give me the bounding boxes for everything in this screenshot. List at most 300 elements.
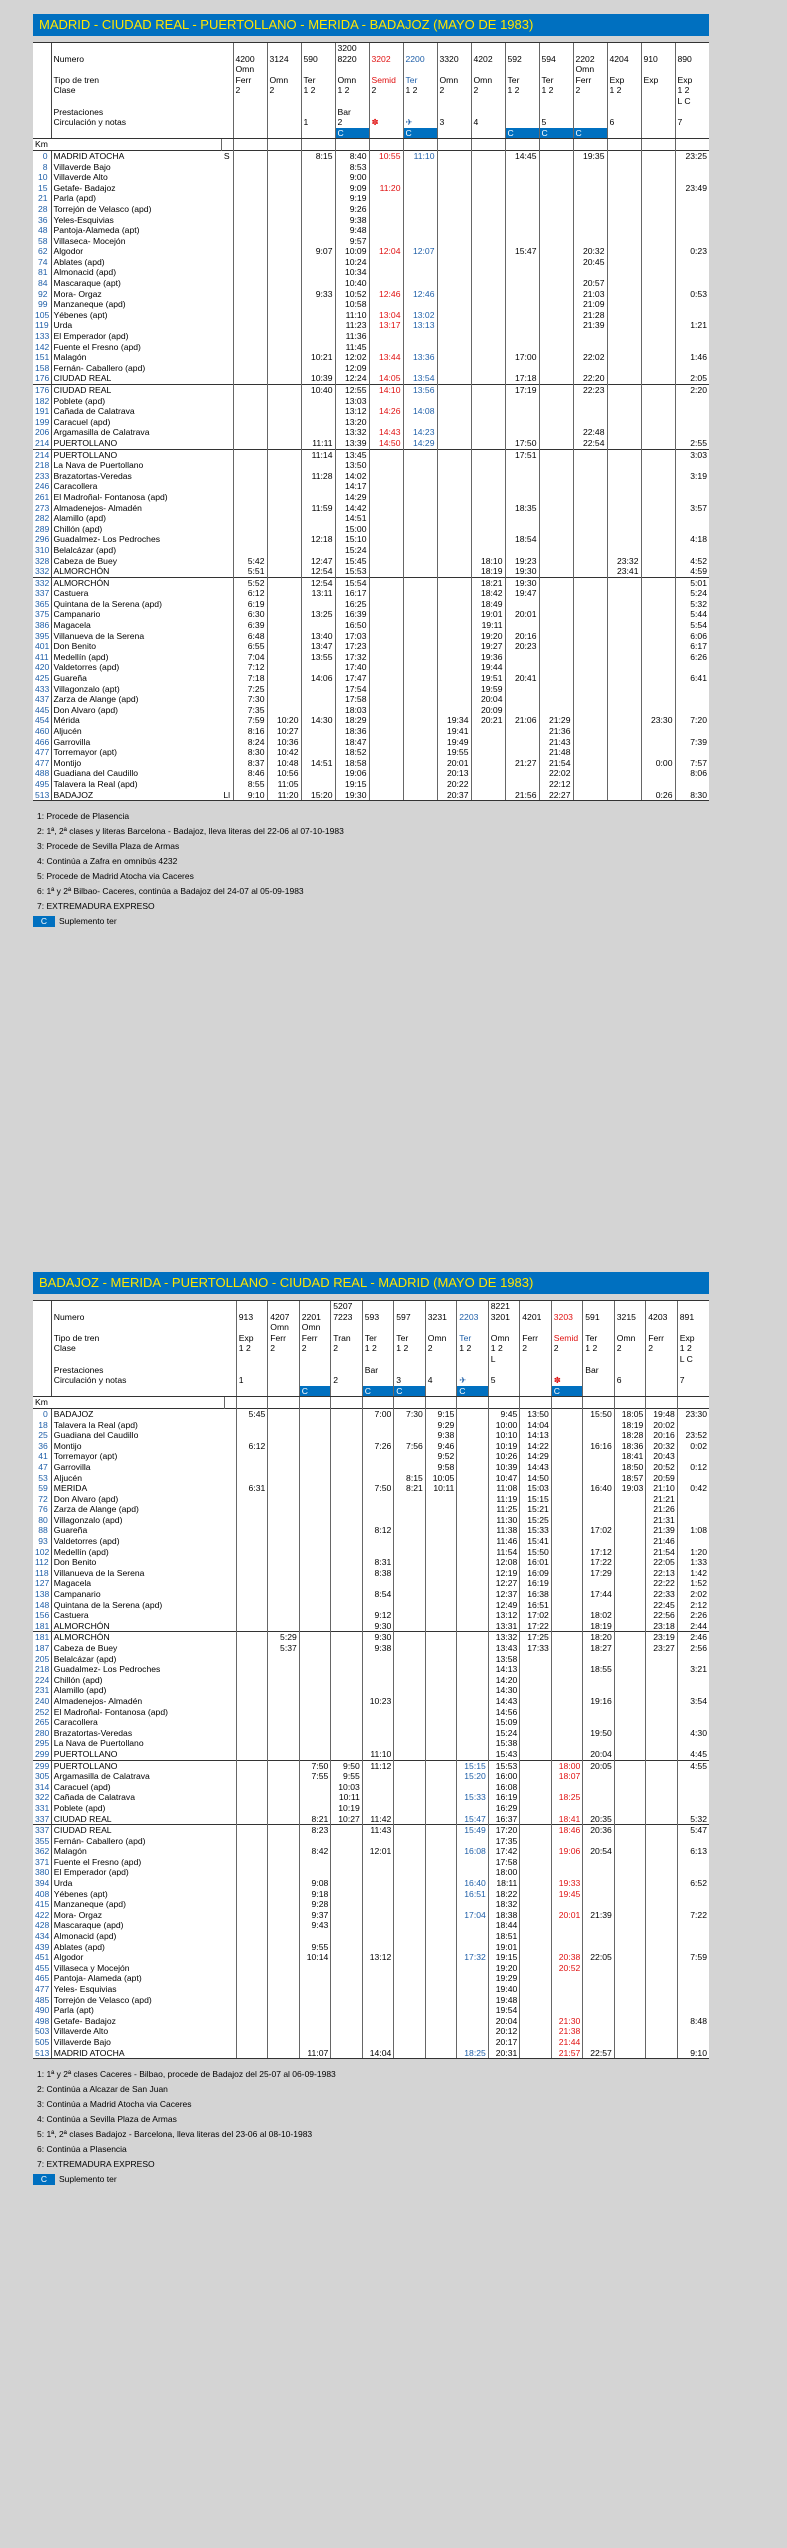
time-cell: [641, 246, 675, 257]
time-cell: [471, 492, 505, 503]
time-cell: [236, 1782, 268, 1793]
time-cell: 8:40: [335, 150, 369, 161]
time-cell: [573, 503, 607, 514]
time-cell: [437, 278, 471, 289]
station-flag: [224, 1462, 236, 1473]
time-cell: 11:42: [362, 1814, 394, 1825]
time-cell: [403, 342, 437, 353]
time-cell: 7:22: [677, 1910, 709, 1921]
time-cell: [233, 310, 267, 321]
time-cell: [403, 556, 437, 567]
spacer: [224, 1375, 236, 1386]
time-cell: 4:45: [677, 1749, 709, 1760]
time-cell: [551, 1515, 583, 1526]
time-cell: [607, 246, 641, 257]
train-num: 3215: [614, 1312, 646, 1323]
time-cell: [471, 790, 505, 801]
km-value: 289: [35, 523, 50, 534]
train-tipo: [488, 1322, 520, 1333]
time-cell: 10:19: [331, 1803, 363, 1814]
table-row: [33, 406, 709, 417]
time-cell: [551, 1568, 583, 1579]
time-cell: [646, 1889, 678, 1900]
station-name: CIUDAD REAL: [51, 1814, 224, 1825]
time-cell: [471, 438, 505, 449]
time-cell: [471, 236, 505, 247]
time-cell: [607, 726, 641, 737]
time-cell: [646, 1675, 678, 1686]
time-cell: [299, 1728, 331, 1739]
time-cell: [573, 172, 607, 183]
time-cell: 17:32: [457, 1952, 489, 1963]
time-cell: [425, 1952, 457, 1963]
train-circ: ✽: [551, 1375, 583, 1386]
time-cell: [539, 225, 573, 236]
train-circ: ✽: [369, 117, 403, 128]
station-flag: [224, 1515, 236, 1526]
time-cell: [677, 1654, 709, 1665]
train-prest: [267, 107, 301, 118]
time-cell: [505, 204, 539, 215]
km-value: 314: [35, 1781, 50, 1792]
time-cell: [607, 162, 641, 173]
time-cell: 6:26: [675, 652, 709, 663]
time-cell: [233, 503, 267, 514]
time-cell: [267, 162, 301, 173]
station-flag: [224, 1728, 236, 1739]
train-top: [505, 43, 539, 54]
table-row: [33, 1707, 709, 1718]
time-cell: 15:25: [520, 1515, 552, 1526]
time-cell: 20:01: [505, 609, 539, 620]
time-cell: [520, 1707, 552, 1718]
time-cell: 19:23: [505, 556, 539, 567]
train-prest: Bar: [583, 1365, 615, 1376]
time-cell: 18:50: [614, 1462, 646, 1473]
time-cell: 23:18: [646, 1621, 678, 1632]
train-prest: Bar: [335, 107, 369, 118]
time-cell: 9:19: [335, 193, 369, 204]
time-cell: 19:48: [488, 1995, 520, 2006]
time-cell: [236, 1621, 268, 1632]
time-cell: [437, 460, 471, 471]
time-cell: [457, 1610, 489, 1621]
time-cell: 17:47: [335, 673, 369, 684]
km-value: 454: [35, 715, 50, 726]
table-row: [33, 1963, 709, 1974]
time-cell: [573, 524, 607, 535]
time-cell: [394, 1536, 426, 1547]
time-cell: [267, 449, 301, 460]
station-name: MADRID ATOCHA: [51, 2048, 224, 2059]
time-cell: [471, 320, 505, 331]
table-row: [33, 1952, 709, 1963]
time-cell: [369, 705, 403, 716]
time-cell: [268, 1525, 300, 1536]
train-num: 2200: [403, 54, 437, 65]
train-clase2: [641, 96, 675, 107]
time-cell: 3:19: [675, 471, 709, 482]
train-tipo2: Ter: [362, 1333, 394, 1344]
time-cell: [607, 342, 641, 353]
time-cell: [457, 1494, 489, 1505]
station-flag: [221, 417, 233, 428]
time-cell: [471, 172, 505, 183]
time-cell: [403, 183, 437, 194]
time-cell: [403, 631, 437, 642]
train-tipo: [267, 64, 301, 75]
time-cell: [641, 609, 675, 620]
train-tipo2: Ferr: [268, 1333, 300, 1344]
time-cell: [233, 267, 267, 278]
train-clase: 2: [267, 85, 301, 96]
time-cell: [539, 289, 573, 300]
train-prest: [505, 107, 539, 118]
table-row: [33, 278, 709, 289]
km-value: 156: [35, 1610, 50, 1621]
time-cell: [607, 779, 641, 790]
time-cell: [394, 1920, 426, 1931]
time-cell: 20:09: [471, 705, 505, 716]
time-cell: [331, 1728, 363, 1739]
station-flag: [224, 1610, 236, 1621]
time-cell: [369, 225, 403, 236]
time-cell: [607, 481, 641, 492]
row-label: [51, 1386, 224, 1397]
train-tipo: [335, 64, 369, 75]
time-cell: [403, 779, 437, 790]
station-flag: [221, 694, 233, 705]
station-flag: [224, 1643, 236, 1654]
time-cell: 21:43: [539, 737, 573, 748]
time-cell: [299, 1867, 331, 1878]
time-cell: [675, 779, 709, 790]
time-cell: [614, 1889, 646, 1900]
time-cell: [403, 513, 437, 524]
station-flag: [221, 758, 233, 769]
spacer: [224, 1312, 236, 1323]
time-cell: [236, 1792, 268, 1803]
time-cell: [403, 737, 437, 748]
km-value: 337: [35, 1825, 50, 1836]
train-tipo2: Ter: [539, 75, 573, 86]
time-cell: [457, 1707, 489, 1718]
note-item: 5: 1ª, 2ª clases Badajoz - Barcelona, lleva literas del 23-06 al 08-10-1983: [37, 2129, 313, 2140]
time-cell: [607, 267, 641, 278]
time-cell: [457, 1920, 489, 1931]
time-cell: 0:02: [677, 1441, 709, 1452]
spacer: [33, 75, 51, 86]
time-cell: [394, 1889, 426, 1900]
time-cell: 21:46: [646, 1536, 678, 1547]
time-cell: 14:29: [520, 1451, 552, 1462]
time-cell: 9:07: [301, 246, 335, 257]
time-cell: [331, 1462, 363, 1473]
time-cell: 20:52: [551, 1963, 583, 1974]
km-value: 295: [35, 1738, 50, 1749]
time-cell: [236, 1836, 268, 1847]
table-row: [33, 1920, 709, 1931]
time-cell: [677, 1984, 709, 1995]
table-row: [33, 1589, 709, 1600]
note-item: 6: 1ª y 2ª Bilbao- Caceres, continúa a Badajoz del 24-07 al 05-09-1983: [37, 886, 304, 897]
time-cell: [267, 438, 301, 449]
table-row: [33, 1942, 709, 1953]
train-tipo: Omn: [268, 1322, 300, 1333]
time-cell: 1:08: [677, 1525, 709, 1536]
time-cell: [394, 1515, 426, 1526]
time-cell: [614, 1632, 646, 1643]
time-cell: [267, 694, 301, 705]
time-cell: [641, 471, 675, 482]
time-cell: [437, 588, 471, 599]
time-cell: [614, 1728, 646, 1739]
time-cell: 17:54: [335, 684, 369, 695]
time-cell: [268, 1578, 300, 1589]
time-cell: [394, 1846, 426, 1857]
time-cell: 16:50: [335, 620, 369, 631]
train-tipo: [394, 1322, 426, 1333]
time-cell: 18:51: [488, 1931, 520, 1942]
cell: [369, 128, 403, 139]
table-row: [33, 257, 709, 268]
time-cell: [369, 556, 403, 567]
train-top: [403, 43, 437, 54]
time-cell: [573, 342, 607, 353]
time-cell: [369, 396, 403, 407]
time-cell: [471, 417, 505, 428]
time-cell: [362, 1867, 394, 1878]
time-cell: [505, 289, 539, 300]
station-flag: [224, 2026, 236, 2037]
time-cell: [267, 460, 301, 471]
time-cell: [471, 373, 505, 384]
header-row: [33, 1312, 709, 1323]
time-cell: [614, 1920, 646, 1931]
time-cell: [437, 556, 471, 567]
time-cell: 22:05: [646, 1557, 678, 1568]
time-cell: [267, 385, 301, 396]
km-value: 337: [35, 588, 50, 599]
time-cell: 19:36: [471, 652, 505, 663]
time-cell: [331, 1995, 363, 2006]
train-num: 2201: [299, 1312, 331, 1323]
time-cell: [268, 2026, 300, 2037]
time-cell: 15:50: [583, 1408, 615, 1419]
km-value: 445: [35, 704, 50, 715]
time-cell: [394, 1814, 426, 1825]
train-prest: Bar: [362, 1365, 394, 1376]
time-cell: [539, 460, 573, 471]
time-cell: 19:11: [471, 620, 505, 631]
table-row: [33, 1889, 709, 1900]
time-cell: [331, 1536, 363, 1547]
time-cell: 14:08: [403, 406, 437, 417]
time-cell: 2:46: [677, 1632, 709, 1643]
time-cell: [551, 1462, 583, 1473]
train-prest: [677, 1365, 709, 1376]
time-cell: [437, 215, 471, 226]
km-value: 371: [35, 1856, 50, 1867]
time-cell: [394, 1995, 426, 2006]
time-cell: [369, 747, 403, 758]
time-cell: 22:57: [583, 2048, 615, 2059]
time-cell: 15:43: [488, 1749, 520, 1760]
train-circ: [520, 1375, 552, 1386]
time-cell: [573, 267, 607, 278]
time-cell: 16:17: [335, 588, 369, 599]
train-clase2: [233, 96, 267, 107]
train-num: 4202: [471, 54, 505, 65]
time-cell: [299, 1963, 331, 1974]
km-value: 488: [35, 768, 50, 779]
station-name: Almadenejos- Almadén: [51, 503, 221, 514]
time-cell: 18:19: [614, 1420, 646, 1431]
time-cell: [233, 417, 267, 428]
time-cell: [607, 609, 641, 620]
station-flag: [224, 1430, 236, 1441]
train-clase2: [425, 1354, 457, 1365]
table-row: [33, 342, 709, 353]
time-cell: [607, 417, 641, 428]
station-name: Alamillo (apd): [51, 1685, 224, 1696]
spacer: [33, 1301, 51, 1312]
train-circ: ✈: [403, 117, 437, 128]
station-flag: [224, 1483, 236, 1494]
time-cell: [607, 492, 641, 503]
time-cell: [301, 460, 335, 471]
time-cell: [677, 1782, 709, 1793]
time-cell: [457, 2026, 489, 2037]
km-value: 191: [35, 406, 50, 417]
time-cell: [403, 768, 437, 779]
time-cell: [403, 524, 437, 535]
row-label: Tipo de tren: [51, 75, 221, 86]
time-cell: [583, 2026, 615, 2037]
time-cell: [583, 1738, 615, 1749]
station-name: Cabeza de Buey: [51, 556, 221, 567]
time-cell: [539, 215, 573, 226]
time-cell: [236, 1910, 268, 1921]
cell: [425, 1386, 457, 1397]
table-row: [33, 1931, 709, 1942]
time-cell: [573, 588, 607, 599]
time-cell: 17:18: [505, 373, 539, 384]
table-row: [33, 1782, 709, 1793]
time-cell: [362, 1578, 394, 1589]
time-cell: [471, 289, 505, 300]
time-cell: [236, 1451, 268, 1462]
time-cell: 14:30: [301, 715, 335, 726]
train-num: 591: [583, 1312, 615, 1323]
time-cell: [362, 1910, 394, 1921]
time-cell: [268, 2016, 300, 2027]
time-cell: [677, 1995, 709, 2006]
time-cell: [236, 1931, 268, 1942]
time-cell: 10:40: [335, 278, 369, 289]
time-cell: [268, 1867, 300, 1878]
time-cell: 20:32: [573, 246, 607, 257]
time-cell: 9:18: [299, 1889, 331, 1900]
time-cell: [641, 652, 675, 663]
train-tipo2: Ferr: [233, 75, 267, 86]
train-top: [369, 43, 403, 54]
time-cell: [520, 1973, 552, 1984]
time-cell: [646, 1717, 678, 1728]
time-cell: [394, 1589, 426, 1600]
time-cell: [573, 609, 607, 620]
train-tipo: [471, 64, 505, 75]
time-cell: [425, 1984, 457, 1995]
time-cell: 22:23: [573, 385, 607, 396]
time-cell: [539, 299, 573, 310]
time-cell: 13:50: [335, 460, 369, 471]
station-flag: [221, 406, 233, 417]
time-cell: 16:40: [457, 1878, 489, 1889]
time-cell: [425, 1760, 457, 1771]
train-top: [437, 43, 471, 54]
station-name: Castuera: [51, 1610, 224, 1621]
table-row: [33, 1515, 709, 1526]
time-cell: [268, 1589, 300, 1600]
time-cell: 7:30: [394, 1408, 426, 1419]
time-cell: [268, 1557, 300, 1568]
time-cell: [505, 320, 539, 331]
time-cell: [520, 1814, 552, 1825]
time-cell: [301, 162, 335, 173]
time-cell: [614, 1568, 646, 1579]
time-cell: [403, 577, 437, 588]
time-cell: 8:31: [362, 1557, 394, 1568]
time-cell: [471, 524, 505, 535]
time-cell: 8:15: [301, 150, 335, 161]
time-cell: 10:47: [488, 1473, 520, 1484]
supplement-marker: C: [33, 916, 55, 927]
time-cell: [641, 449, 675, 460]
train-tipo: [551, 1322, 583, 1333]
time-cell: [457, 1483, 489, 1494]
train-circ: [362, 1375, 394, 1386]
time-cell: 10:42: [267, 747, 301, 758]
train-top: [233, 43, 267, 54]
time-cell: [403, 257, 437, 268]
time-cell: 18:07: [551, 1771, 583, 1782]
time-cell: [583, 1995, 615, 2006]
station-name: ALMORCHÓN: [51, 566, 221, 577]
time-cell: [641, 310, 675, 321]
km-value: 365: [35, 598, 50, 609]
time-cell: [614, 1782, 646, 1793]
time-cell: 17:19: [505, 385, 539, 396]
time-cell: [505, 684, 539, 695]
km-value: 425: [35, 673, 50, 684]
time-cell: [299, 1525, 331, 1536]
time-cell: [394, 1857, 426, 1868]
time-cell: 19:44: [471, 662, 505, 673]
station-name: Cabeza de Buey: [51, 1643, 224, 1654]
train-tipo2: Exp: [677, 1333, 709, 1344]
time-cell: [573, 747, 607, 758]
time-cell: [268, 1825, 300, 1836]
time-cell: [471, 545, 505, 556]
train-num: 3203: [551, 1312, 583, 1323]
note-item: 4: Continúa a Sevilla Plaza de Armas: [37, 2114, 177, 2125]
table-row: [33, 1610, 709, 1621]
time-cell: [539, 267, 573, 278]
time-cell: [675, 278, 709, 289]
time-cell: [233, 492, 267, 503]
time-cell: [362, 1738, 394, 1749]
